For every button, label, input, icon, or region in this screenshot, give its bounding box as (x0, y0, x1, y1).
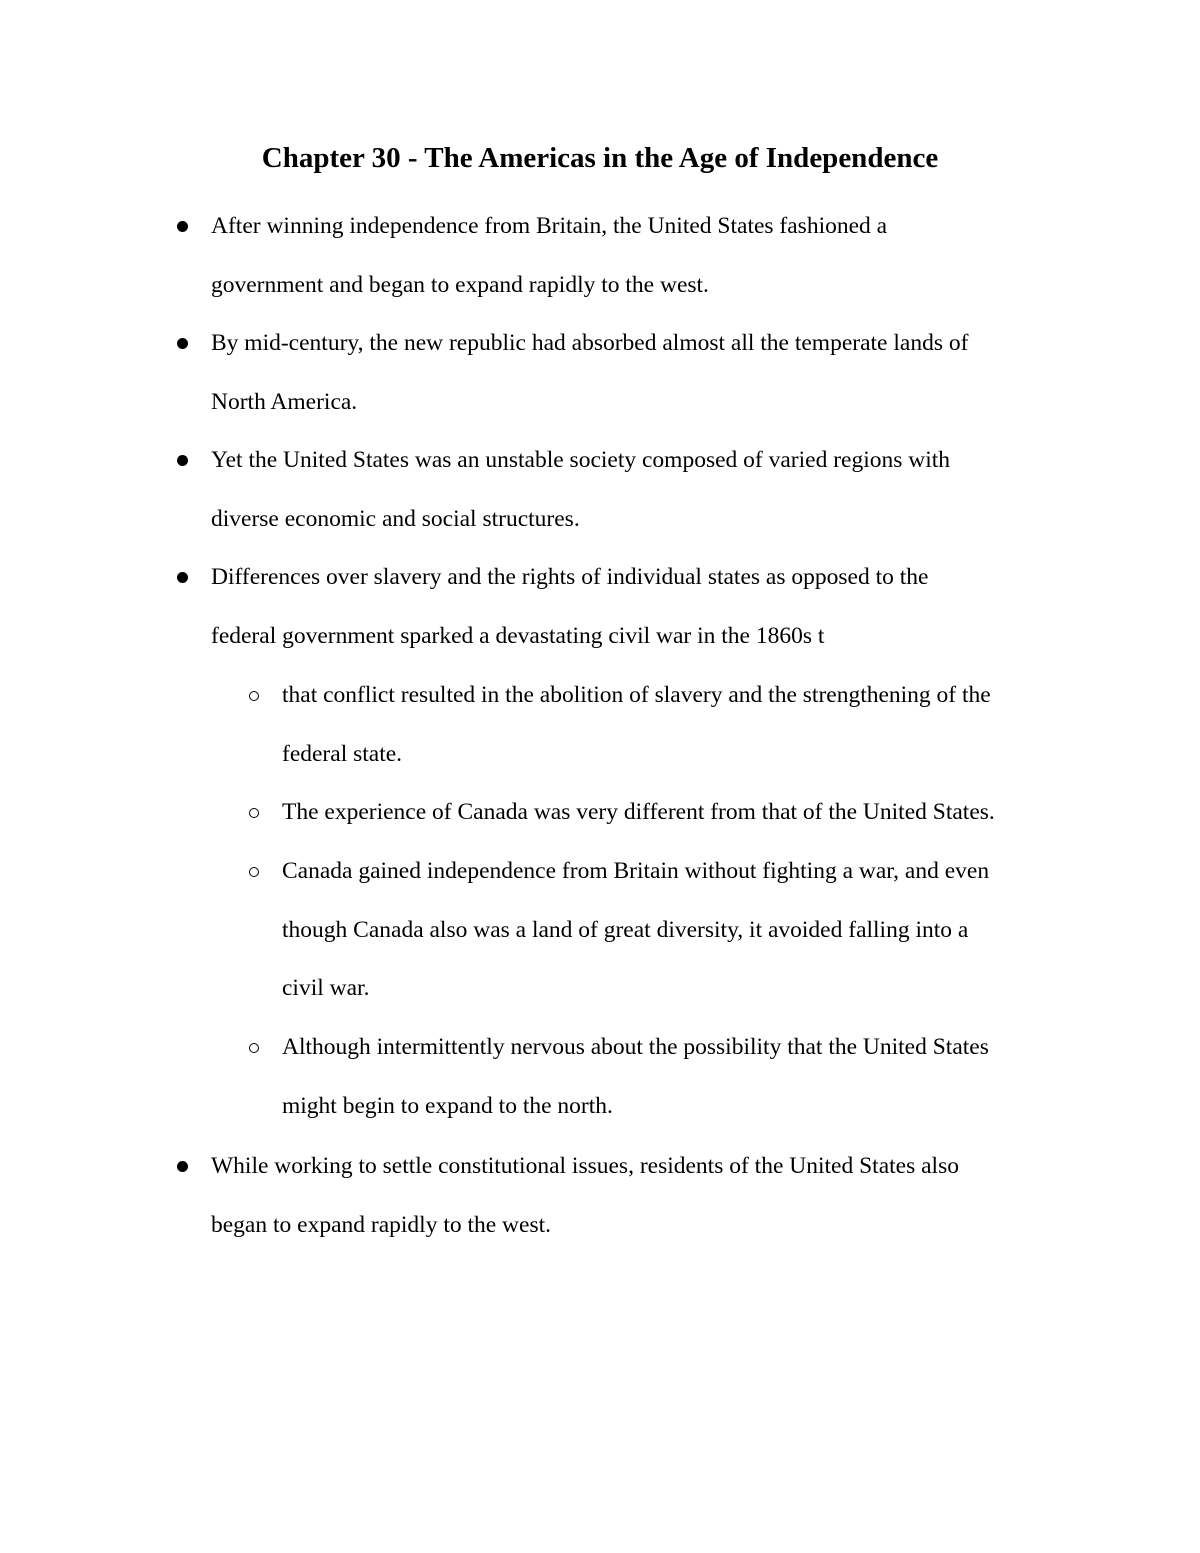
list-item (211, 197, 887, 314)
bullet-disc-icon (177, 338, 188, 349)
list-item-line: began to expand rapidly to the west. (211, 1211, 552, 1238)
list-item-line: Differences over slavery and the rights of individual states as opposed to the (211, 564, 929, 590)
bullet-disc-icon (177, 572, 188, 583)
list-item (211, 1137, 959, 1254)
bullet-disc-icon (177, 455, 188, 466)
list-item-line: While working to settle constitutional issues, residents of the United States also (211, 1153, 959, 1179)
list-item (211, 314, 968, 431)
list-item-line: federal state. (282, 740, 403, 767)
list-item-line: After winning independence from Britain, the United States fashioned a (211, 213, 888, 239)
list-item-line: government and began to expand rapidly to the west. (211, 271, 709, 298)
list-item-line: diverse economic and social structures. (211, 505, 580, 532)
list-item-line: though Canada also was a land of great diversity, it avoided falling into a (282, 916, 969, 943)
list-item-line: federal government sparked a devastating civil war in the 1860s t (211, 622, 825, 649)
page-title: Chapter 30 - The Americas in the Age of Independence (261, 142, 939, 174)
sub-list-item (282, 666, 991, 783)
sub-list-item (282, 783, 995, 842)
sub-list-item (282, 1018, 989, 1135)
list-item-line: Yet the United States was an unstable society composed of varied regions with (211, 447, 951, 473)
bullet-circle-icon (249, 808, 259, 818)
list-item-line: Canada gained independence from Britain without fighting a war, and even (282, 858, 990, 884)
bullet-circle-icon (249, 1043, 259, 1053)
list-item-line: Although intermittently nervous about the possibility that the United States (282, 1034, 989, 1060)
list-item-line: By mid-century, the new republic had absorbed almost all the temperate lands of (211, 330, 969, 356)
bullet-circle-icon (249, 867, 259, 877)
list-item (211, 431, 950, 548)
list-item (211, 548, 928, 665)
list-item-line: might begin to expand to the north. (282, 1092, 613, 1119)
bullet-disc-icon (177, 1161, 188, 1172)
list-item-line: North America. (211, 388, 358, 415)
sub-list-item (282, 842, 989, 1018)
list-item-line: The experience of Canada was very different from that of the United States. (282, 799, 995, 825)
list-item-line: civil war. (282, 975, 370, 1001)
bullet-disc-icon (177, 221, 188, 232)
list-item-line: that conflict resulted in the abolition of slavery and the strengthening of the (282, 682, 991, 708)
bullet-circle-icon (249, 691, 259, 701)
